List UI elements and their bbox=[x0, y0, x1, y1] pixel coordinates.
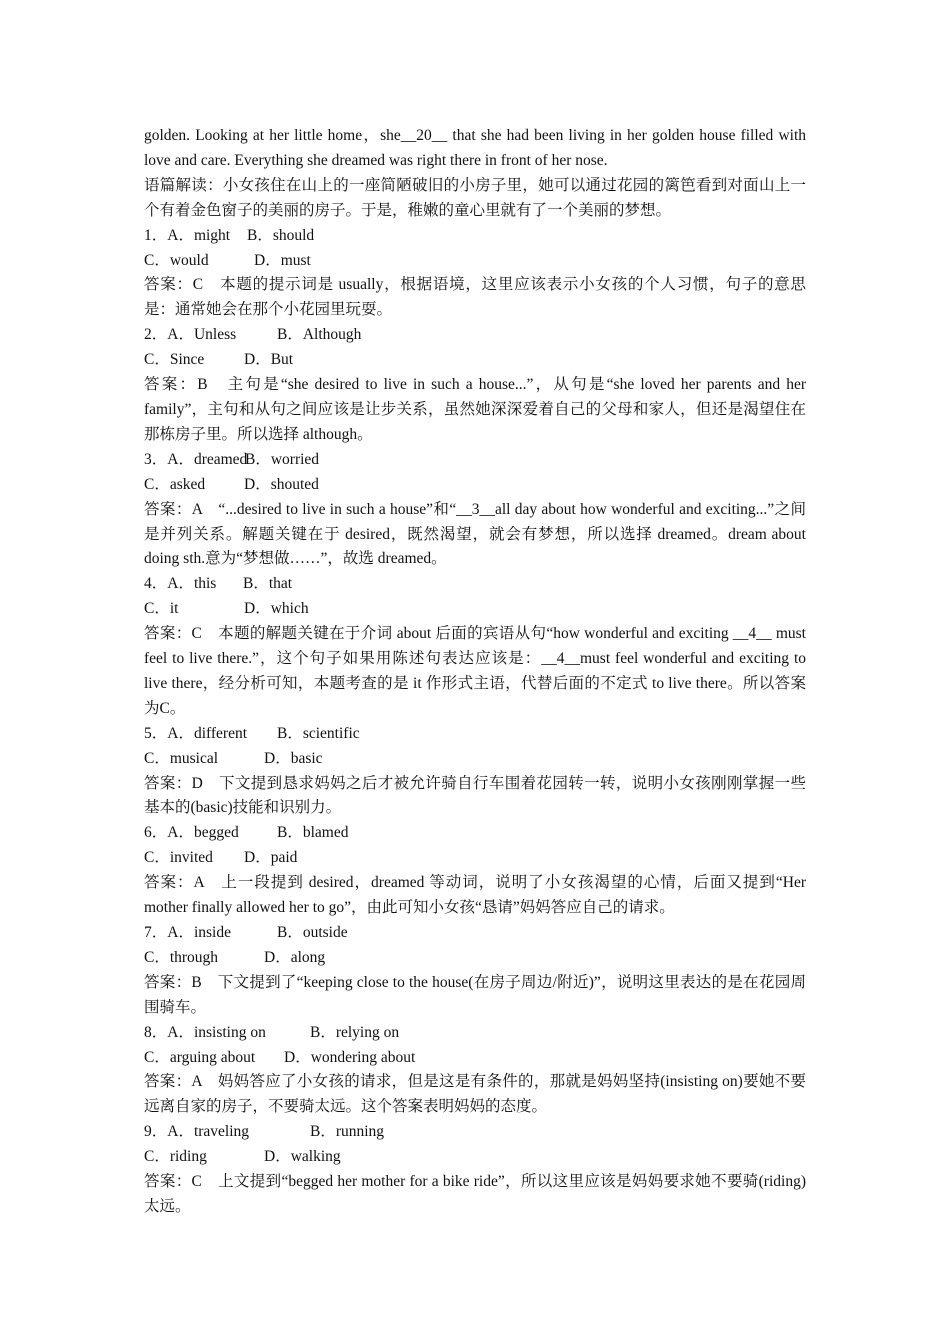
option-c: C．arguing about bbox=[144, 1048, 256, 1066]
answer-explanation: 答案：A 上一段提到 desired，dreamed 等动词，说明了小女孩渴望的心情，后面又提到“Her mother finally allowed her to go”，由此可知小女孩“恳请”妈妈答应自己的请求。 bbox=[144, 874, 806, 917]
option-c: C．would bbox=[144, 251, 209, 269]
option-d: D．along bbox=[264, 948, 326, 966]
option-a: 3．A．dreamed bbox=[144, 450, 248, 468]
option-row-cd bbox=[144, 473, 806, 498]
passage-text: golden. Looking at her little home，she__20__ that she had been living in her golden house filled with love and care. Everything she dreamed was right there in front of her nose. bbox=[144, 127, 806, 169]
question-list bbox=[144, 224, 806, 1220]
option-row-cd bbox=[144, 846, 806, 871]
option-b: B．relying on bbox=[310, 1023, 400, 1041]
option-c: C．through bbox=[144, 948, 219, 966]
option-row-ab bbox=[144, 1021, 806, 1046]
option-d: D．wondering about bbox=[284, 1048, 416, 1066]
option-b: B．worried bbox=[245, 450, 320, 468]
option-c: C．musical bbox=[144, 749, 219, 767]
option-row-cd bbox=[144, 946, 806, 971]
answer-explanation: 答案：D 下文提到恳求妈妈之后才被允许骑自行车围着花园转一转，说明小女孩刚刚掌握一些基本的(basic)技能和识别力。 bbox=[144, 774, 806, 817]
answer-explanation: 答案：C 上文提到“begged her mother for a bike ride”，所以这里应该是妈妈要求她不要骑(riding)太远。 bbox=[144, 1173, 806, 1215]
option-row-ab bbox=[144, 224, 806, 249]
option-c: C．invited bbox=[144, 849, 213, 867]
option-row-cd bbox=[144, 348, 806, 373]
document-page bbox=[144, 124, 806, 1220]
passage-summary: 语篇解读：小女孩住在山上的一座简陋破旧的小房子里，她可以通过花园的篱笆看到对面山上一个有着金色窗子的美丽的房子。于是，稚嫩的童心里就有了一个美丽的梦想。 bbox=[144, 176, 806, 219]
option-c: C．riding bbox=[144, 1148, 207, 1166]
option-c: C．Since bbox=[144, 351, 205, 369]
option-row-ab bbox=[144, 821, 806, 846]
option-row-ab bbox=[144, 323, 806, 348]
option-d: D．which bbox=[244, 600, 309, 618]
option-row-ab bbox=[144, 1120, 806, 1145]
option-a: 1．A．might bbox=[144, 226, 231, 244]
answer-explanation: 答案：A 妈妈答应了小女孩的请求，但是这是有条件的，那就是妈妈坚持(insisting on)要她不要远离自家的房子，不要骑太远。这个答案表明妈妈的态度。 bbox=[144, 1073, 806, 1116]
option-b: B．outside bbox=[277, 924, 348, 941]
option-b: B．that bbox=[243, 575, 293, 593]
option-d: D．paid bbox=[244, 849, 298, 867]
option-row-cd bbox=[144, 1046, 806, 1071]
option-c: C．it bbox=[144, 600, 179, 618]
option-a: 6．A．begged bbox=[144, 824, 239, 842]
answer-explanation: 答案：A “...desired to live in such a house”和“__3__all day about how wonderful and exciting...”之间是并列关系。解题关键在于 desired，既然渴望，就会有梦想，所以选择 dreamed。dream about doing sth.意为“梦想做……”，故选 dreamed。 bbox=[144, 500, 807, 568]
option-row-ab bbox=[144, 722, 806, 747]
option-a: 2．A．Unless bbox=[144, 326, 237, 344]
answer-explanation: 答案：C 本题的解题关键在于介词 about 后面的宾语从句“how wonderful and exciting __4__ must feel to live there.”，这个句子如果用陈述句表达应该是：__4__must feel wonderful and exciting to live there，经分析可知，本题考查的是 it 作形式主语，代替后面的不定式 to live there。所以答案为C。 bbox=[144, 625, 806, 717]
option-b: B．blamed bbox=[277, 824, 349, 842]
option-b: B．Although bbox=[277, 326, 362, 344]
option-row-cd bbox=[144, 747, 806, 772]
option-b: B．scientific bbox=[277, 724, 360, 742]
option-row-cd bbox=[144, 597, 806, 622]
option-b: B．running bbox=[310, 1123, 385, 1141]
option-a: 9．A．traveling bbox=[144, 1123, 250, 1141]
option-a: 5．A．different bbox=[144, 724, 248, 742]
option-a: 7．A．inside bbox=[144, 924, 231, 941]
option-a: 4．A．this bbox=[144, 575, 217, 593]
option-row-cd bbox=[144, 249, 806, 274]
option-a: 8．A．insisting on bbox=[144, 1023, 266, 1041]
option-c: C．asked bbox=[144, 475, 206, 493]
option-row-cd bbox=[144, 1145, 806, 1170]
answer-explanation: 答案：B 主句是“she desired to live in such a house...”，从句是“she loved her parents and her family”，主句和从句之间应该是让步关系，虽然她深深爱着自己的父母和家人，但还是渴望住在那栋房子里。所以选择 although。 bbox=[144, 376, 806, 443]
option-d: D．basic bbox=[264, 749, 323, 767]
option-row-ab bbox=[144, 448, 806, 473]
answer-explanation: 答案：C 本题的提示词是 usually，根据语境，这里应该表示小女孩的个人习惯，句子的意思是：通常她会在那个小花园里玩耍。 bbox=[144, 276, 806, 319]
option-d: D．walking bbox=[264, 1148, 341, 1166]
option-d: D．must bbox=[254, 251, 311, 269]
answer-explanation: 答案：B 下文提到了“keeping close to the house(在房子周边/附近)”，说明这里表达的是在花园周围骑车。 bbox=[144, 973, 806, 1016]
option-d: D．But bbox=[244, 351, 294, 369]
option-row-ab bbox=[144, 572, 806, 597]
option-b: B．should bbox=[247, 226, 315, 244]
option-row-ab bbox=[144, 921, 806, 946]
option-d: D．shouted bbox=[244, 475, 319, 493]
